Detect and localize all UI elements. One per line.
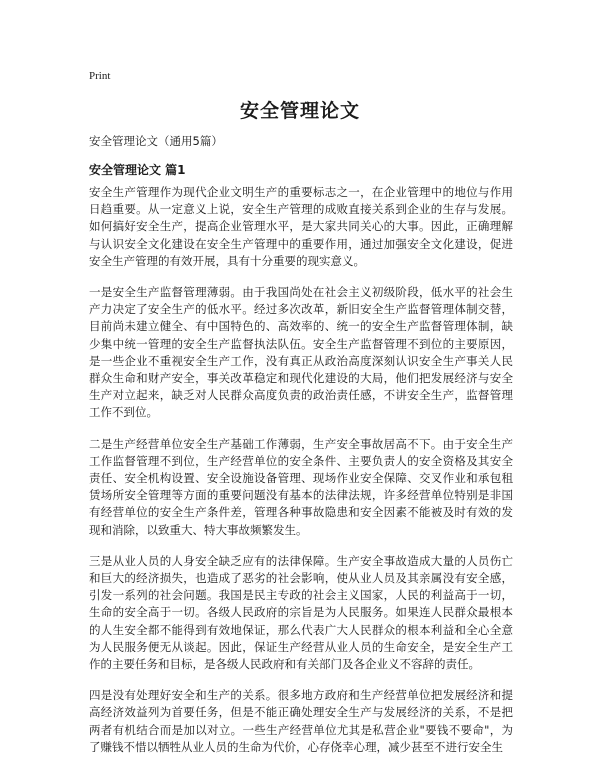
section-heading: 安全管理论文 篇1 (89, 163, 186, 177)
paragraph: 四是没有处理好安全和生产的关系。很多地方政府和生产经营单位把发展经济和提高经济效益列为首要任务，但是不能正确处理安全生产与发展经济的关系，不是把两者有机结合而是加以对立。一些生产经营单位尤其是私营企业"要钱不要命"，为了赚钱不惜以牺牲从业人员的生命为代价，心存侥幸心理，减少甚至不进行安全生 (89, 688, 513, 754)
paragraph: 安全生产管理作为现代企业文明生产的重要标志之一，在企业管理中的地位与作用日趋重要。从一定意义上说，安全生产管理的成败直接关系到企业的生存与发展。如何搞好安全生产，提高企业管理水平，是大家共同关心的大事。因此，正确理解与认识安全文化建设在安全生产管理中的重要作用，通过加强安全文化建设，促进安全生产管理的有效开展，具有十分重要的现实意义。 (89, 185, 513, 268)
paragraph: 一是安全生产监督管理薄弱。由于我国尚处在社会主义初级阶段，低水平的社会生产力决定了安全生产的低水平。经过多次改革，新旧安全生产监督管理体制交替，目前尚未建立健全、有中国特色的、高效率的、统一的安全生产监督管理体制，缺少集中统一管理的安全生产监督执法队伍。安全生产监督管理不到位的主要原因，是一些企业不重视安全生产工作，没有真正从政治高度深刻认识安全生产事关人民群众生命和财产安全，事关改革稳定和现代化建设的大局，他们把发展经济与安全生产对立起来，缺乏对人民群众高度负责的政治责任感，不讲安全生产，监督管理工作不到位。 (89, 285, 513, 420)
paragraph: 三是从业人员的人身安全缺乏应有的法律保障。生产安全事故造成大量的人员伤亡和巨大的经济损失，也造成了恶劣的社会影响，使从业人员及其亲属没有安全感，引发一系列的社会问题。我国是民主专政的社会主义国家，人民的利益高于一切，生命的安全高于一切。各级人民政府的宗旨是为人民服务。如果连人民群众最根本的人生安全都不能得到有效地保证，那么代表广大人民群众的根本利益和全心全意为人民服务便无从谈起。因此，保证生产经营从业人员的生命安全，是安全生产工作的主要任务和目标，是各级人民政府和有关部门及各企业义不容辞的责任。 (89, 553, 513, 672)
paragraph: 二是生产经营单位安全生产基础工作薄弱，生产安全事故居高不下。由于安全生产工作监督管理不到位，生产经营单位的安全条件、主要负责人的安全资格及其安全责任、安全机构设置、安全设施设备管理、现场作业安全保障、交叉作业和承包租赁场所安全管理等方面的重要问题没有基本的法律法规，许多经营单位特别是非国有经营单位的安全生产条件差，管理各种事故隐患和安全因素不能被及时有效的发现和消除，以致重大、特大事故频繁发生。 (89, 436, 513, 537)
page-title: 安全管理论文 (239, 100, 360, 122)
print-label: Print (89, 70, 111, 82)
document-subtitle: 安全管理论文（通用5篇） (89, 134, 223, 148)
body-text (89, 184, 513, 770)
